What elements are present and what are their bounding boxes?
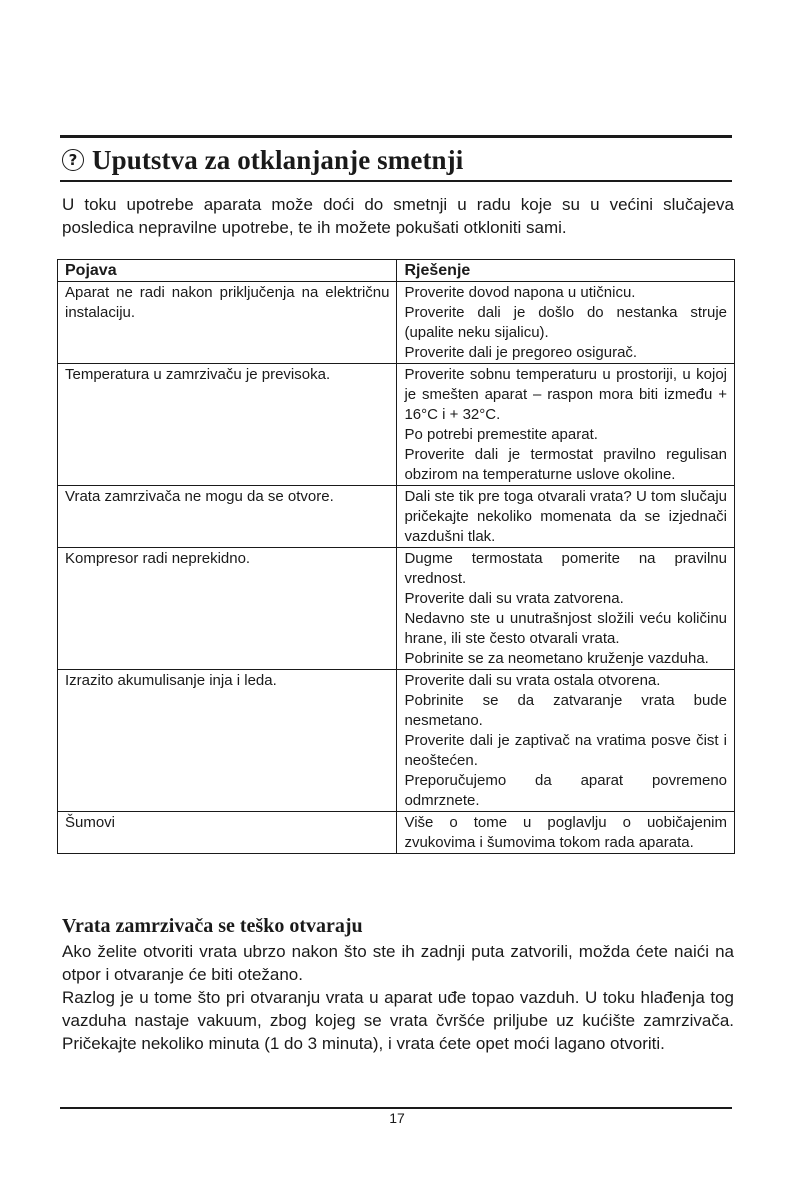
bottom-rule bbox=[60, 1107, 732, 1109]
solution-cell bbox=[397, 486, 735, 548]
intro-text: U toku upotrebe aparata može doći do smetnji u radu koje su u većini slučajeva posledica nepravilne upotrebe, te ih možete pokušati otkloniti sami. bbox=[62, 195, 734, 237]
column-header-symptom: Pojava bbox=[58, 260, 397, 282]
top-rule bbox=[60, 135, 732, 138]
question-circle-icon: ? bbox=[62, 149, 84, 171]
table-row bbox=[58, 812, 735, 854]
troubleshooting-table bbox=[57, 259, 735, 854]
solution-item: Proverite dali je došlo do nestanka struje (upalite neku sijalicu). bbox=[404, 304, 727, 341]
solution-item: Po potrebi premestite aparat. bbox=[404, 426, 598, 443]
table-row bbox=[58, 364, 735, 486]
title-underline bbox=[60, 180, 732, 182]
table-header-row bbox=[58, 260, 735, 282]
solution-cell bbox=[397, 812, 735, 854]
solution-item: Proverite dali je termostat pravilno regulisan obzirom na temperaturne uslove okoline. bbox=[404, 446, 727, 483]
solution-item: Dugme termostata pomerite na pravilnu vrednost. bbox=[404, 550, 727, 587]
solution-item: Proverite dovod napona u utičnicu. bbox=[404, 284, 636, 301]
symptom-cell: Šumovi bbox=[58, 812, 397, 854]
page-title bbox=[62, 142, 732, 178]
solution-cell bbox=[397, 548, 735, 670]
solution-item: Proverite dali je pregoreo osigurač. bbox=[404, 344, 638, 361]
solution-item: Pobrinite se za neometano kruženje vazduha. bbox=[404, 650, 709, 667]
solution-item: Proverite dali je zaptivač na vratima posve čist i neoštećen. bbox=[404, 732, 727, 769]
symptom-cell: Kompresor radi neprekidno. bbox=[58, 548, 397, 670]
page-title-text: Uputstva za otklanjanje smetnji bbox=[92, 144, 464, 175]
table-row bbox=[58, 486, 735, 548]
solution-cell bbox=[397, 282, 735, 364]
symptom-cell: Temperatura u zamrzivaču je previsoka. bbox=[58, 364, 397, 486]
solution-item: Proverite sobnu temperaturu u prostoriji, u kojoj je smešten aparat – raspon mora biti između + 16°C i + 32°C. bbox=[404, 366, 727, 423]
section-paragraph: Ako želite otvoriti vrata ubrzo nakon što ste ih zadnji puta zatvorili, možda ćete naići na otpor i otvaranje će biti otežano. bbox=[62, 942, 734, 984]
solution-item: Preporučujemo da aparat povremeno odmrznete. bbox=[404, 772, 727, 809]
solution-cell bbox=[397, 670, 735, 812]
table-row bbox=[58, 282, 735, 364]
page-number: 17 bbox=[389, 1110, 405, 1126]
symptom-cell: Aparat ne radi nakon priključenja na električnu instalaciju. bbox=[58, 282, 397, 364]
solution-item: Pobrinite se da zatvaranje vrata bude nesmetano. bbox=[404, 692, 727, 729]
table-row bbox=[58, 670, 735, 812]
solution-item: Proverite dali su vrata ostala otvorena. bbox=[404, 672, 661, 689]
table-row bbox=[58, 548, 735, 670]
door-section bbox=[62, 914, 734, 1055]
section-paragraph: Razlog je u tome što pri otvaranju vrata u aparat uđe topao vazduh. U toku hlađenja tog vazduha nastaje vakuum, zbog kojeg se vrata čvršće priljube uz kućište zamrzivača. Pričekajte nekoliko minuta (1 do 3 minuta), i vrata ćete opet moći lagano otvoriti. bbox=[62, 988, 734, 1053]
solution-item: Više o tome u poglavlju o uobičajenim zvukovima i šumovima tokom rada aparata. bbox=[404, 814, 727, 851]
solution-item: Nedavno ste u unutrašnjost složili veću količinu hrane, ili ste često otvarali vrata. bbox=[404, 610, 727, 647]
column-header-solution: Rješenje bbox=[397, 260, 735, 282]
solution-cell bbox=[397, 364, 735, 486]
solution-item: Proverite dali su vrata zatvorena. bbox=[404, 590, 624, 607]
intro-paragraph bbox=[62, 193, 734, 239]
symptom-cell: Vrata zamrzivača ne mogu da se otvore. bbox=[58, 486, 397, 548]
section-heading: Vrata zamrzivača se teško otvaraju bbox=[62, 915, 363, 937]
symptom-cell: Izrazito akumulisanje inja i leda. bbox=[58, 670, 397, 812]
solution-item: Dali ste tik pre toga otvarali vrata? U tom slučaju pričekajte nekoliko momenata da se izjednači vazdušni tlak. bbox=[404, 488, 727, 545]
